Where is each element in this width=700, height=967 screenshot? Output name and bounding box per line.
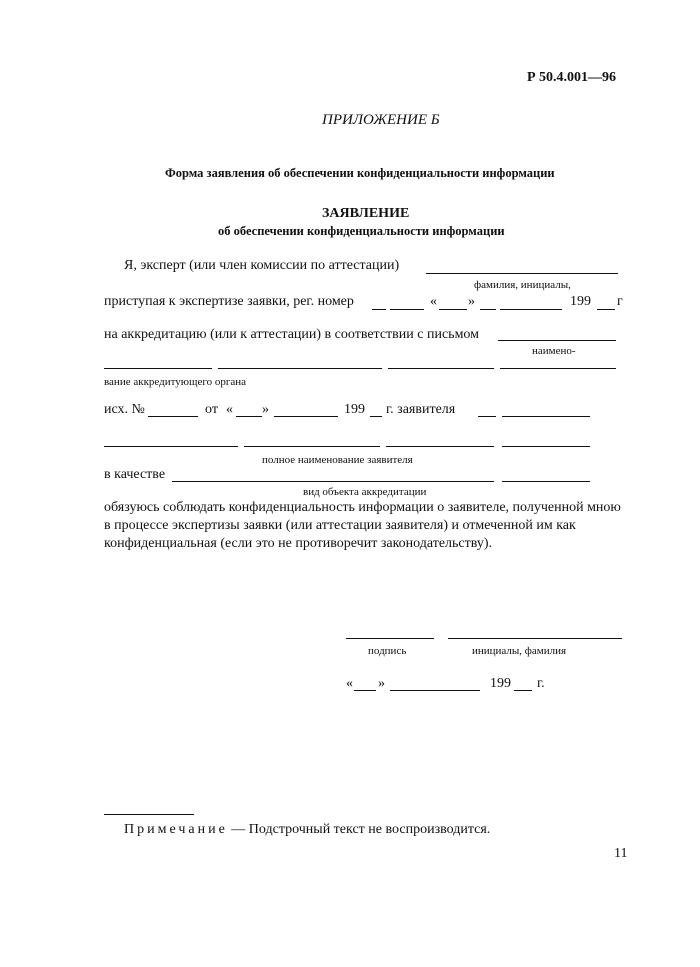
document-code: Р 50.4.001—96 [527, 70, 617, 85]
from-day-field[interactable] [236, 416, 262, 417]
year-suffix: г [617, 294, 623, 309]
capacity-field-2[interactable] [502, 481, 590, 482]
caption-initials-surname: инициалы, фамилия [472, 645, 567, 657]
note-label: Примечание [124, 822, 228, 837]
letter-field[interactable] [498, 340, 616, 341]
expert-name-field[interactable] [426, 273, 618, 274]
applicant-name-field-1[interactable] [104, 446, 238, 447]
signature-year-suffix: г. [537, 676, 545, 691]
form-title: Форма заявления об обеспечении конфиденциальности информации [165, 166, 555, 180]
caption-surname: фамилия, инициалы, [474, 279, 571, 291]
note-text: — Подстрочный текст не воспроизводится. [231, 822, 491, 837]
signature-day-field[interactable] [354, 690, 376, 691]
reg-number-field-2[interactable] [390, 309, 424, 310]
pledge-line-1: обязуюсь соблюдать конфиденциальность информации о заявителе, полученной мною [104, 500, 621, 515]
caption-full-applicant-name: полное наименование заявителя [262, 454, 413, 466]
organ-field-2[interactable] [218, 368, 382, 369]
outgoing-number-field[interactable] [148, 416, 198, 417]
statement-subtitle: об обеспечении конфиденциальности информации [218, 224, 505, 238]
reg-number-field-1[interactable] [372, 309, 386, 310]
date-close-quote: » [468, 294, 475, 309]
caption-name-start: наимено- [532, 345, 576, 357]
caption-accreditation-object: вид объекта аккредитации [303, 486, 427, 498]
page-number: 11 [614, 846, 628, 861]
signature-date-close-quote: » [378, 676, 385, 691]
organ-field-4[interactable] [500, 368, 616, 369]
organ-field-1[interactable] [104, 368, 212, 369]
caption-accrediting-organ: вание аккредитующего органа [104, 376, 247, 388]
note [124, 822, 490, 838]
from-month-field[interactable] [274, 416, 338, 417]
pledge-line-3: конфиденциальная (если это не противоречит законодательству). [104, 536, 493, 551]
signature-year-field[interactable] [514, 690, 532, 691]
signature-date-open-quote: « [346, 676, 353, 691]
organ-field-3[interactable] [388, 368, 494, 369]
applicant-field-1[interactable] [478, 416, 496, 417]
date-open-quote: « [430, 294, 437, 309]
month-field-2[interactable] [500, 309, 562, 310]
pledge-line-2: в процессе экспертизы заявки (или аттестации заявителя) и отмеченной им как [104, 518, 576, 533]
initials-surname-field[interactable] [448, 638, 622, 639]
day-field[interactable] [439, 309, 467, 310]
outgoing-number-label: исх. № [104, 402, 145, 417]
from-open-quote: « [226, 402, 233, 417]
signature-field[interactable] [346, 638, 434, 639]
accreditation-line: на аккредитацию (или к аттестации) в соответствии с письмом [104, 327, 480, 342]
year-prefix: 199 [570, 294, 591, 309]
from-close-quote: » [262, 402, 269, 417]
applicant-field-2[interactable] [502, 416, 590, 417]
from-year-field[interactable] [370, 416, 382, 417]
applicant-label: г. заявителя [386, 402, 456, 417]
statement-title: ЗАЯВЛЕНИЕ [322, 206, 410, 221]
capacity-field-1[interactable] [172, 481, 494, 482]
review-line: приступая к экспертизе заявки, рег. номер [104, 294, 354, 309]
caption-signature: подпись [368, 645, 407, 657]
appendix-title: ПРИЛОЖЕНИЕ Б [322, 112, 440, 128]
applicant-name-field-2[interactable] [244, 446, 380, 447]
applicant-name-field-4[interactable] [502, 446, 590, 447]
footnote-divider [104, 814, 194, 815]
applicant-name-field-3[interactable] [386, 446, 494, 447]
expert-line: Я, эксперт (или член комиссии по аттестации) [124, 258, 400, 273]
signature-year-prefix: 199 [490, 676, 511, 691]
capacity-label: в качестве [104, 467, 166, 482]
signature-month-field[interactable] [390, 690, 480, 691]
month-field-1[interactable] [480, 309, 496, 310]
from-year-prefix: 199 [344, 402, 365, 417]
from-label: от [205, 402, 218, 417]
year-field[interactable] [597, 309, 615, 310]
